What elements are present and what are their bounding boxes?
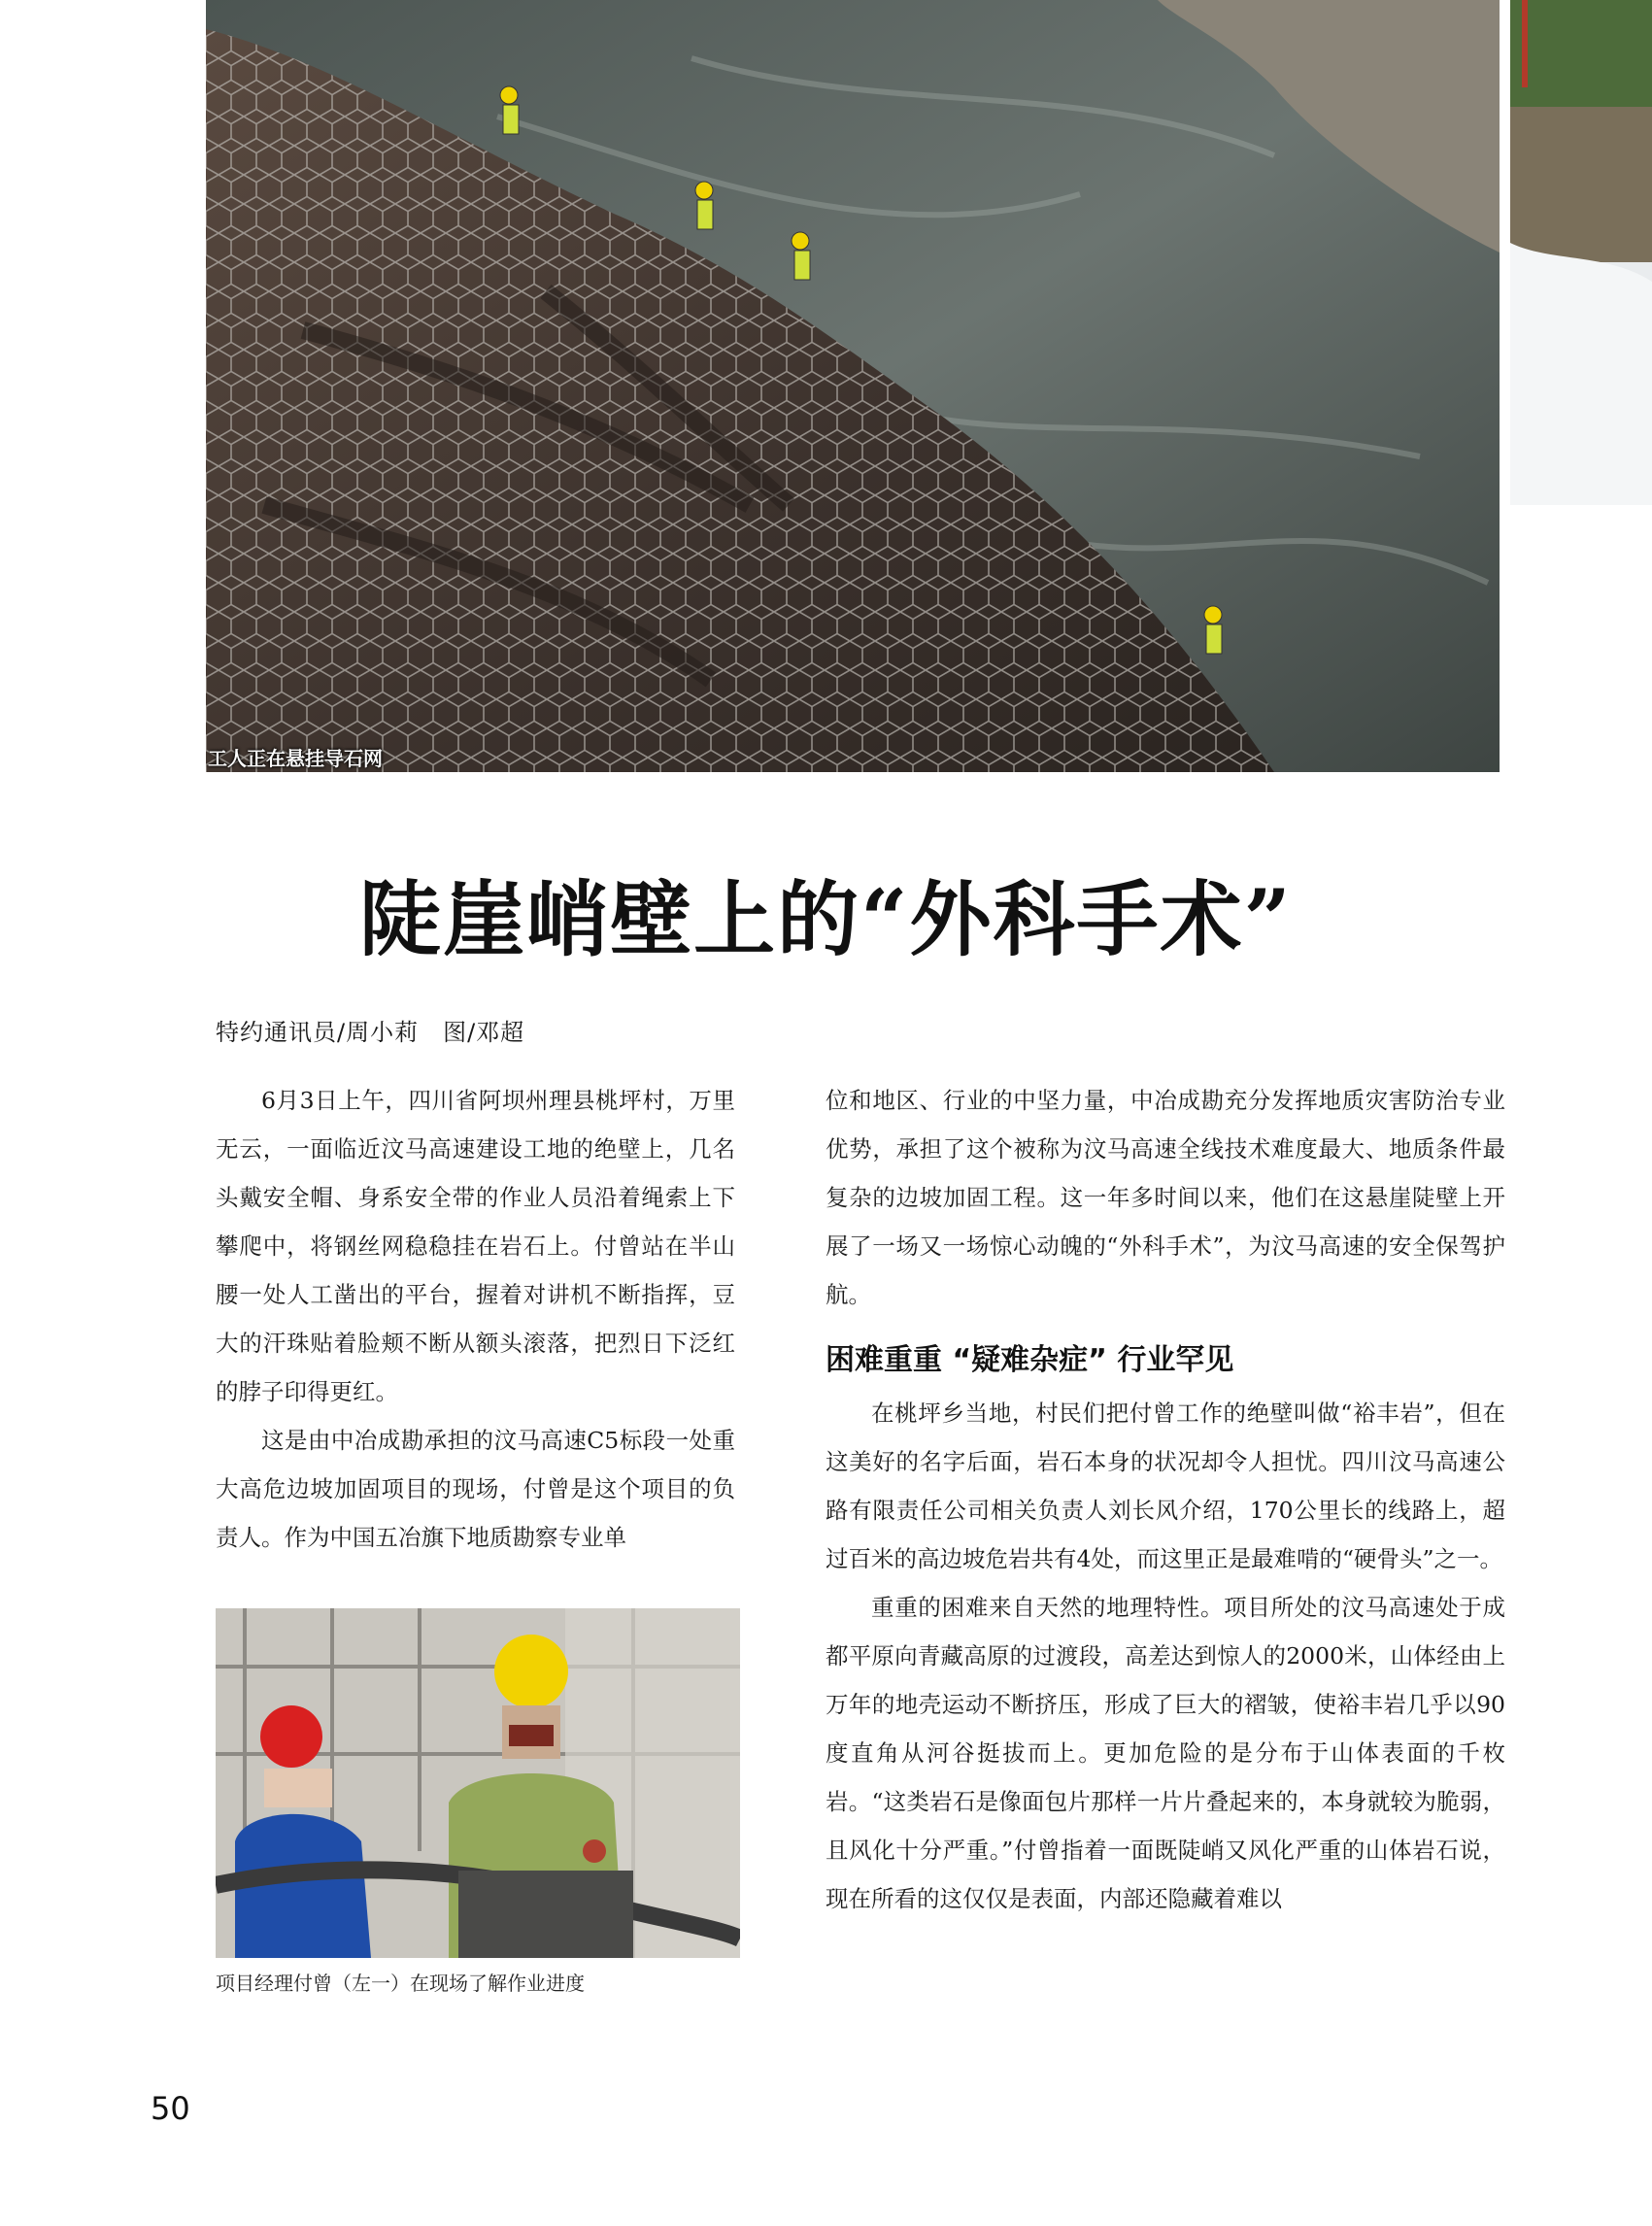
hero-photo-caption: 工人正在悬挂导石网 xyxy=(208,747,383,770)
article-title: 陡崖峭壁上的“外科手术” xyxy=(359,871,1293,967)
hero-photo xyxy=(206,0,1500,772)
paragraph: 重重的困难来自天然的地理特性。项目所处的汶马高速处于成都平原向青藏高原的过渡段，高差达到惊人的2000米，山体经由上万年的地壳运动不断挤压，形成了巨大的褶皱，使裕丰岩几乎以90度直角从河谷挺拔而上。更加危险的是分布于山体表面的千枚岩。“这类岩石是像面包片那样一片片叠起来的，本身就较为脆弱，且风化十分严重。”付曾指着一面既陡峭又风化严重的山体岩石说，现在所看的这仅仅是表面，内部还隐藏着难以 xyxy=(826,1594,1505,1912)
right-column xyxy=(826,1076,1505,1923)
left-column xyxy=(216,1076,735,1562)
paragraph: 在桃坪乡当地，村民们把付曾工作的绝壁叫做“裕丰岩”，但在这美好的名字后面，岩石本身的状况却令人担忧。四川汶马高速公路有限责任公司相关负责人刘长风介绍，170公里长的线路上，超过百米的高边坡危岩共有4处，而这里正是最难啃的“硬骨头”之一。 xyxy=(826,1400,1505,1572)
byline: 特约通讯员/周小莉 图/邓超 xyxy=(216,1019,525,1046)
section-heading: 困难重重 “疑难杂症” 行业罕见 xyxy=(826,1343,1234,1377)
paragraph: 位和地区、行业的中坚力量，中冶成勘充分发挥地质灾害防治专业优势，承担了这个被称为汶马高速全线技术难度最大、地质条件最复杂的边坡加固工程。这一年多时间以来，他们在这悬崖陡壁上开展了一场又一场惊心动魄的“外科手术”，为汶马高速的安全保驾护航。 xyxy=(826,1087,1505,1308)
side-photo xyxy=(1510,0,1652,505)
paragraph: 6月3日上午，四川省阿坝州理县桃坪村，万里无云，一面临近汶马高速建设工地的绝壁上，几名头戴安全帽、身系安全带的作业人员沿着绳索上下攀爬中，将钢丝网稳稳挂在岩石上。付曾站在半山腰一处人工凿出的平台，握着对讲机不断指挥，豆大的汗珠贴着脸颊不断从额头滚落，把烈日下泛红的脖子印得更红。 xyxy=(216,1087,735,1405)
paragraph: 这是由中冶成勘承担的汶马高速C5标段一处重大高危边坡加固项目的现场，付曾是这个项目的负责人。作为中国五冶旗下地质勘察专业单 xyxy=(216,1427,735,1551)
page-number: 50 xyxy=(151,2090,190,2127)
inset-photo xyxy=(216,1608,740,1958)
inset-photo-caption: 项目经理付曾（左一）在现场了解作业进度 xyxy=(216,1972,585,1995)
